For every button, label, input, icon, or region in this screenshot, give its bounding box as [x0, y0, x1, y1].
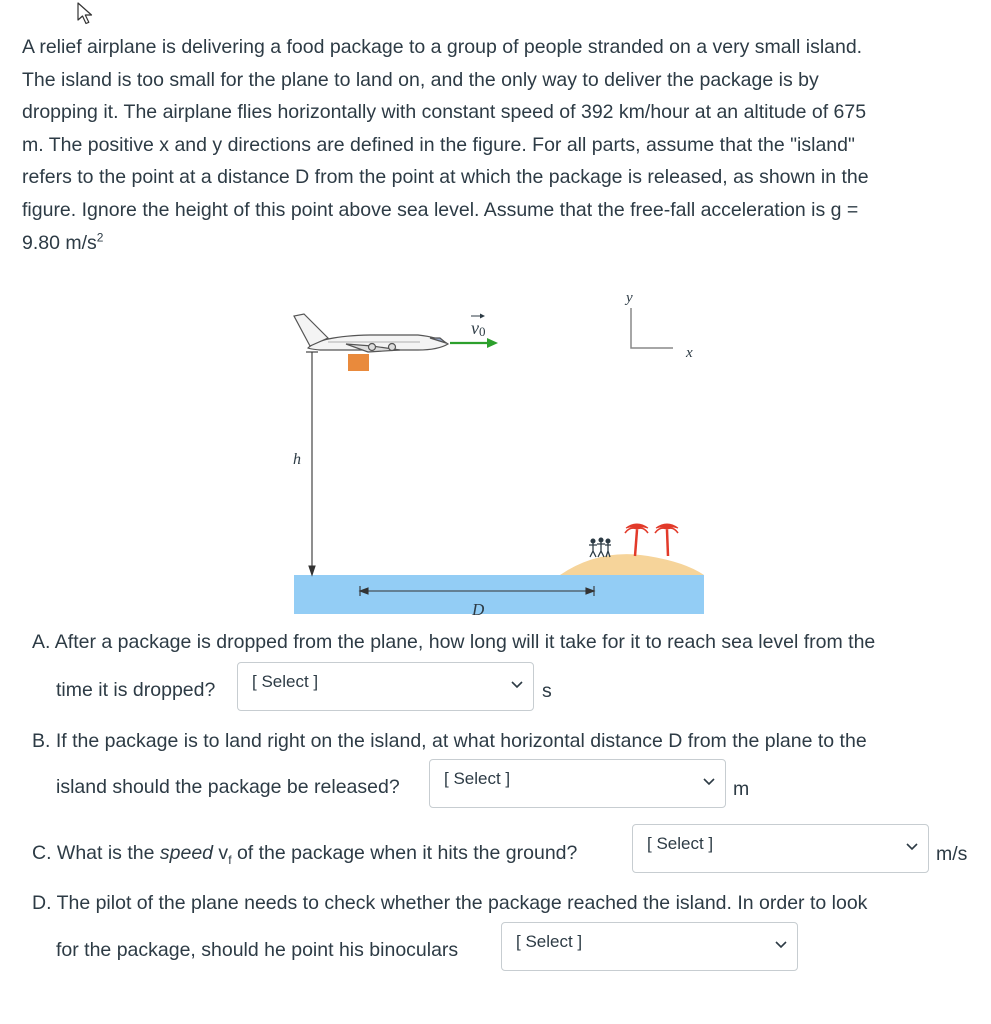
intro-line-4: m. The positive x and y directions are defined in the figure. For all parts, assume that the "island"	[22, 133, 855, 156]
question-c-text	[32, 842, 577, 867]
chevron-down-icon	[511, 681, 523, 689]
question-c-pre: C. What is the	[32, 842, 160, 864]
question-a-line-2: time it is dropped?	[56, 679, 216, 701]
question-d-select-label: [ Select ]	[516, 932, 583, 951]
axes-icon	[631, 308, 673, 348]
stranded-people-icon	[589, 538, 611, 557]
island	[560, 554, 704, 575]
question-c-unit: m/s	[936, 843, 968, 865]
question-b-line-1: B. If the package is to land right on the island, at what horizontal distance D from the plane to the	[32, 730, 867, 752]
problem-figure	[280, 286, 720, 622]
intro-line-2: The island is too small for the plane to land on, and the only way to deliver the package is by	[22, 68, 819, 91]
question-d-line-2: for the package, should he point his binoculars	[56, 939, 459, 961]
velocity-symbol: v	[471, 318, 479, 338]
problem-statement	[22, 31, 972, 259]
intro-line-6: figure. Ignore the height of this point above sea level. Assume that the free-fall acceleration is g =	[22, 198, 859, 221]
height-dimension	[306, 352, 318, 575]
question-c-answer-select[interactable]	[632, 824, 929, 873]
question-c-select-label: [ Select ]	[647, 834, 714, 853]
velocity-subscript: 0	[479, 324, 486, 339]
food-package	[348, 354, 369, 371]
mouse-cursor-icon	[76, 1, 98, 27]
intro-line-1: A relief airplane is delivering a food package to a group of people stranded on a very small island.	[22, 36, 863, 58]
distance-label: D	[472, 600, 485, 619]
question-c-speed-word: speed	[159, 842, 214, 864]
velocity-label	[471, 318, 486, 339]
question-c-post: of the package when it hits the ground?	[231, 842, 578, 864]
intro-exponent: 2	[96, 230, 104, 245]
question-a-select-label: [ Select ]	[252, 672, 319, 691]
sea	[294, 575, 704, 614]
intro-line-7: 9.80 m/s	[22, 231, 97, 254]
question-b-unit: m	[733, 778, 750, 800]
chevron-down-icon	[775, 941, 787, 949]
airplane-icon	[294, 314, 448, 352]
palm-tree-icon	[625, 524, 678, 556]
question-c-var: v	[213, 842, 229, 864]
question-b-select-label: [ Select ]	[444, 769, 511, 788]
chevron-down-icon	[906, 843, 918, 851]
intro-line-3: dropping it. The airplane flies horizontally with constant speed of 392 km/hour at an altitude of 675	[22, 101, 867, 124]
question-c-var-sub: f	[228, 852, 232, 867]
question-a-line-1: A. After a package is dropped from the plane, how long will it take for it to reach sea level from the	[32, 631, 876, 653]
question-b-line-2: island should the package be released?	[56, 776, 400, 798]
height-label: h	[293, 451, 301, 468]
question-b-answer-select[interactable]	[429, 759, 726, 808]
intro-line-5: refers to the point at a distance D from the point at which the package is released, as shown in the	[22, 166, 869, 189]
question-a-answer-select[interactable]	[237, 662, 534, 711]
chevron-down-icon	[703, 778, 715, 786]
axis-x-label: x	[686, 345, 693, 361]
question-a-unit: s	[542, 680, 552, 702]
question-d-answer-select[interactable]	[501, 922, 798, 971]
question-d-line-1: D. The pilot of the plane needs to check whether the package reached the island. In order to look	[32, 892, 868, 914]
axis-y-label: y	[626, 290, 633, 306]
